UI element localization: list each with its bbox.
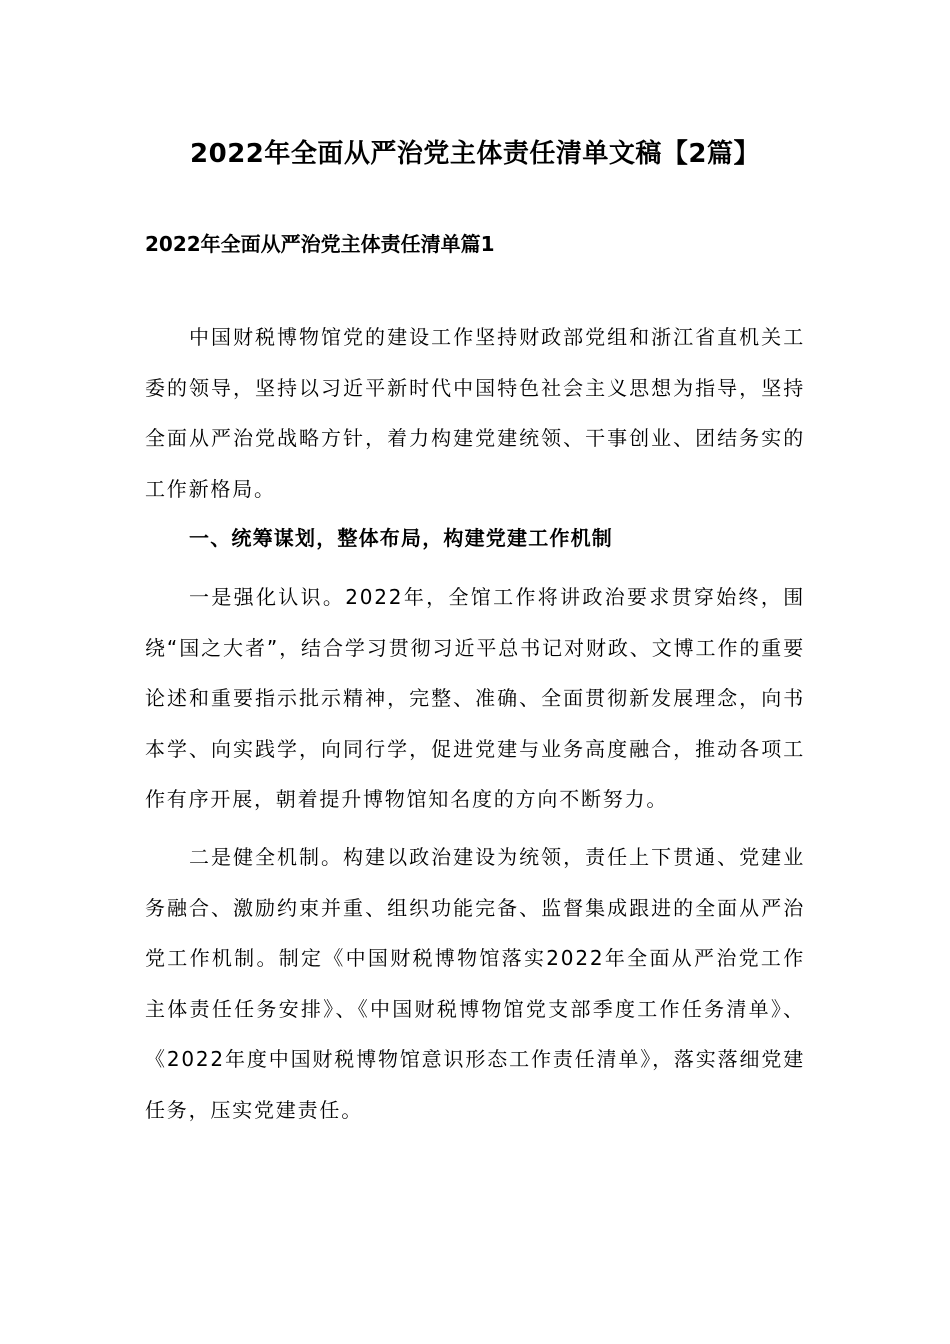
subheading-one: 一、统筹谋划，整体布局，构建党建工作机制 [189, 526, 613, 550]
document-title: 2022年全面从严治党主体责任清单文稿【2篇】 [190, 139, 760, 169]
intro-paragraph: 中国财税博物馆党的建设工作坚持财政部党组和浙江省直机关工委的领导，坚持以习近平新时代中国特色社会主义思想为指导，坚持全面从严治党战略方针，着力构建党建统领、干事创业、团结务实的工作新格局。 [145, 325, 805, 501]
paragraph-improve-mechanism: 二是健全机制。构建以政治建设为统领，责任上下贯通、党建业务融合、激励约束并重、组织功能完备、监督集成跟进的全面从严治党工作机制。制定《中国财税博物馆落实2022年全面从严治党工作主体责任任务安排》、《中国财税博物馆党支部季度工作任务清单》、《2022年度中国财税博物馆意识形态工作责任清单》，落实落细党建任务，压实党建责任。 [145, 845, 805, 1122]
section-heading: 2022年全面从严治党主体责任清单篇1 [145, 232, 495, 256]
paragraph-strengthen-awareness: 一是强化认识。2022年，全馆工作将讲政治要求贯穿始终，围绕“国之大者”，结合学习贯彻习近平总书记对财政、文博工作的重要论述和重要指示批示精神，完整、准确、全面贯彻新发展理念，向书本学、向实践学，向同行学，促进党建与业务高度融合，推动各项工作有序开展，朝着提升博物馆知名度的方向不断努力。 [145, 585, 805, 811]
